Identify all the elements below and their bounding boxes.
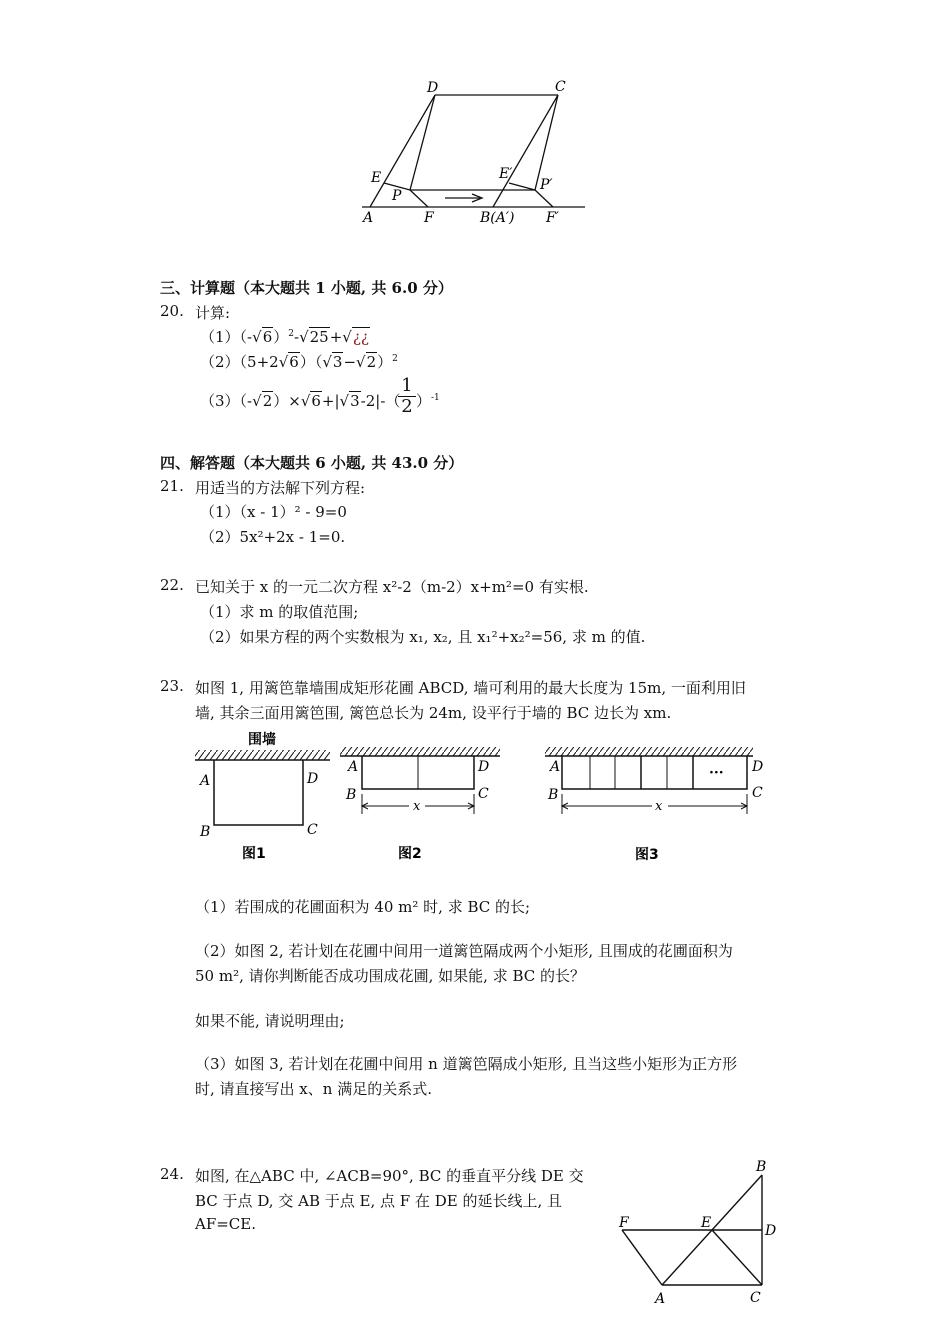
- q20-p1-sup: 2: [288, 329, 294, 339]
- q24-label-C: C: [750, 1290, 761, 1306]
- fraction-numerator: 1: [401, 375, 413, 396]
- q23-part2-line3: 如果不能, 请说明理由;: [195, 1012, 345, 1030]
- q20-p3-radicand-2: 6: [311, 392, 321, 410]
- fraction-denominator: 2: [398, 396, 416, 417]
- figure-triangle: [612, 1152, 782, 1307]
- q20-p2-sup: 2: [392, 354, 398, 364]
- q23-part1: （1）若围成的花圃面积为 40 m² 时, 求 BC 的长;: [195, 898, 531, 916]
- q21-part2: （2）5x²+2x - 1=0.: [200, 528, 346, 546]
- fig1-label-C: C: [307, 822, 318, 838]
- q20-p3-e: ）: [416, 392, 432, 410]
- fig3-label-C: C: [752, 785, 763, 801]
- q23-part2-line2: 50 m², 请你判断能否成功围成花圃, 如果能, 求 BC 的长？: [195, 967, 586, 985]
- fig3-dots: ···: [709, 765, 724, 781]
- q23-line1: 如图 1, 用篱笆靠墙围成矩形花圃 ABCD, 墙可利用的最大长度为 15m, 一面利用旧: [195, 679, 746, 697]
- q20-p3-a: （-: [239, 392, 253, 410]
- q20-p3-radicand-3: 3: [350, 392, 360, 410]
- fig3-label-x: x: [655, 799, 663, 814]
- q20-p2-radicand-1: 6: [289, 353, 299, 371]
- label-P: P: [392, 188, 402, 204]
- fig2-label-D: D: [478, 759, 490, 775]
- q20-p3-d: -2|-（: [360, 392, 401, 410]
- q24-label-B: B: [756, 1159, 767, 1175]
- q20-p1-radicand-3: ¿¿: [352, 328, 369, 346]
- label-F-prime: F′: [546, 210, 559, 226]
- q20-p2-c: ）: [377, 353, 393, 371]
- q21-number: 21.: [160, 477, 184, 495]
- q20-p1-b: ）: [273, 328, 289, 346]
- q20-p3-c: +|: [321, 392, 340, 410]
- q20-p1-a: （-: [239, 328, 253, 346]
- fig1-label-D: D: [307, 771, 319, 787]
- q20-text: 计算:: [195, 304, 231, 322]
- q24-label-A: A: [655, 1291, 666, 1307]
- q20-p1-label: （1）: [200, 328, 240, 346]
- q24-label-E: E: [701, 1215, 712, 1231]
- fig3-label-A: A: [550, 759, 561, 775]
- q20-p1-c: -: [293, 328, 300, 346]
- q20-p2-radicand-3: 2: [366, 353, 377, 371]
- fig2-label-C: C: [478, 786, 489, 802]
- figure-fence: [190, 725, 780, 870]
- label-E: E: [371, 170, 382, 186]
- q20-part3: （3）（-√2）×√6+|√3-2|-（: [200, 392, 401, 410]
- fig1-wall-label: 围墙: [248, 732, 276, 748]
- q24-line1: 如图, 在△ABC 中, ∠ACB=90°, BC 的垂直平分线 DE 交: [195, 1167, 584, 1185]
- q22-part2: （2）如果方程的两个实数根为 x₁, x₂, 且 x₁²+x₂²=56, 求 m 的值.: [200, 628, 646, 646]
- q20-number: 20.: [160, 302, 184, 320]
- q23-part2-line1: （2）如图 2, 若计划在花圃中间用一道篱笆隔成两个小矩形, 且围成的花圃面积为: [195, 942, 733, 960]
- q20-p3-label: （3）: [200, 392, 240, 410]
- q24-label-D: D: [765, 1223, 777, 1239]
- fig2-label-B: B: [346, 787, 357, 803]
- q24-line2: BC 于点 D, 交 AB 于点 E, 点 F 在 DE 的延长线上, 且: [195, 1192, 562, 1210]
- label-P-prime: P′: [540, 177, 553, 193]
- q24-number: 24.: [160, 1165, 184, 1183]
- fig3-caption: 图3: [635, 847, 659, 863]
- label-D: D: [427, 80, 439, 96]
- section-title-calculation: 三、计算题（本大题共 1 小题, 共 6.0 分）: [160, 279, 453, 297]
- q20-part2: $(2)(5+2√6)(√3-√2)^2$: [200, 353, 398, 371]
- label-B-A-prime: B(A′): [480, 210, 515, 226]
- q20-p3-fraction: [398, 376, 416, 417]
- q24-label-F: F: [619, 1215, 629, 1231]
- q23-part3-line2: 时, 请直接写出 x、n 满足的关系式.: [195, 1080, 432, 1098]
- q20-p2-minus: −: [343, 353, 357, 371]
- fig1-label-A: A: [200, 773, 211, 789]
- fig1-caption: 图1: [242, 846, 266, 862]
- q20-part1: $(1)(-√6)^2-√25+√¿¿$: [200, 328, 369, 346]
- fig3-label-B: B: [548, 787, 559, 803]
- q21-text: 用适当的方法解下列方程:: [195, 479, 366, 497]
- label-A: A: [363, 210, 374, 226]
- q20-p3-b: ）×: [273, 392, 301, 410]
- fig2-caption: 图2: [398, 846, 422, 862]
- fig3-label-D: D: [752, 759, 764, 775]
- q23-number: 23.: [160, 677, 184, 695]
- q22-text: 已知关于 x 的一元二次方程 x²-2（m-2）x+m²=0 有实根.: [195, 578, 589, 596]
- q20-p1-radicand-1: 6: [262, 328, 273, 346]
- q23-line2: 墙, 其余三面用篱笆围, 篱笆总长为 24m, 设平行于墙的 BC 边长为 xm.: [195, 704, 672, 722]
- q20-p1-radicand-2: 25: [309, 328, 329, 346]
- label-E-prime: E′: [499, 166, 513, 182]
- label-C: C: [555, 79, 566, 95]
- label-F: F: [424, 210, 434, 226]
- q22-part1: （1）求 m 的取值范围;: [200, 603, 359, 621]
- q21-part1: （1）（x - 1）² - 9=0: [200, 503, 347, 521]
- q20-p3-tail: [416, 390, 440, 411]
- q20-p1-d: +: [329, 328, 343, 346]
- q20-p2-a: （5+2: [239, 353, 279, 371]
- q24-line3: AF=CE.: [195, 1215, 257, 1233]
- fig2-label-x: x: [413, 799, 421, 814]
- section-title-solutions: 四、解答题（本大题共 6 小题, 共 43.0 分）: [160, 454, 464, 472]
- q22-number: 22.: [160, 576, 184, 594]
- figure-parallelogram: [355, 72, 595, 232]
- q20-p2-b: ）（: [299, 353, 323, 371]
- q20-p2-label: （2）: [200, 353, 240, 371]
- q20-p2-radicand-2: 3: [332, 353, 343, 371]
- q23-part3-line1: （3）如图 3, 若计划在花圃中间用 n 道篱笆隔成小矩形, 且当这些小矩形为正方形: [195, 1055, 738, 1073]
- fig1-label-B: B: [200, 824, 211, 840]
- fig2-label-A: A: [348, 759, 359, 775]
- q20-p3-radicand-1: 2: [262, 392, 273, 410]
- q20-p3-sup: -1: [431, 393, 440, 403]
